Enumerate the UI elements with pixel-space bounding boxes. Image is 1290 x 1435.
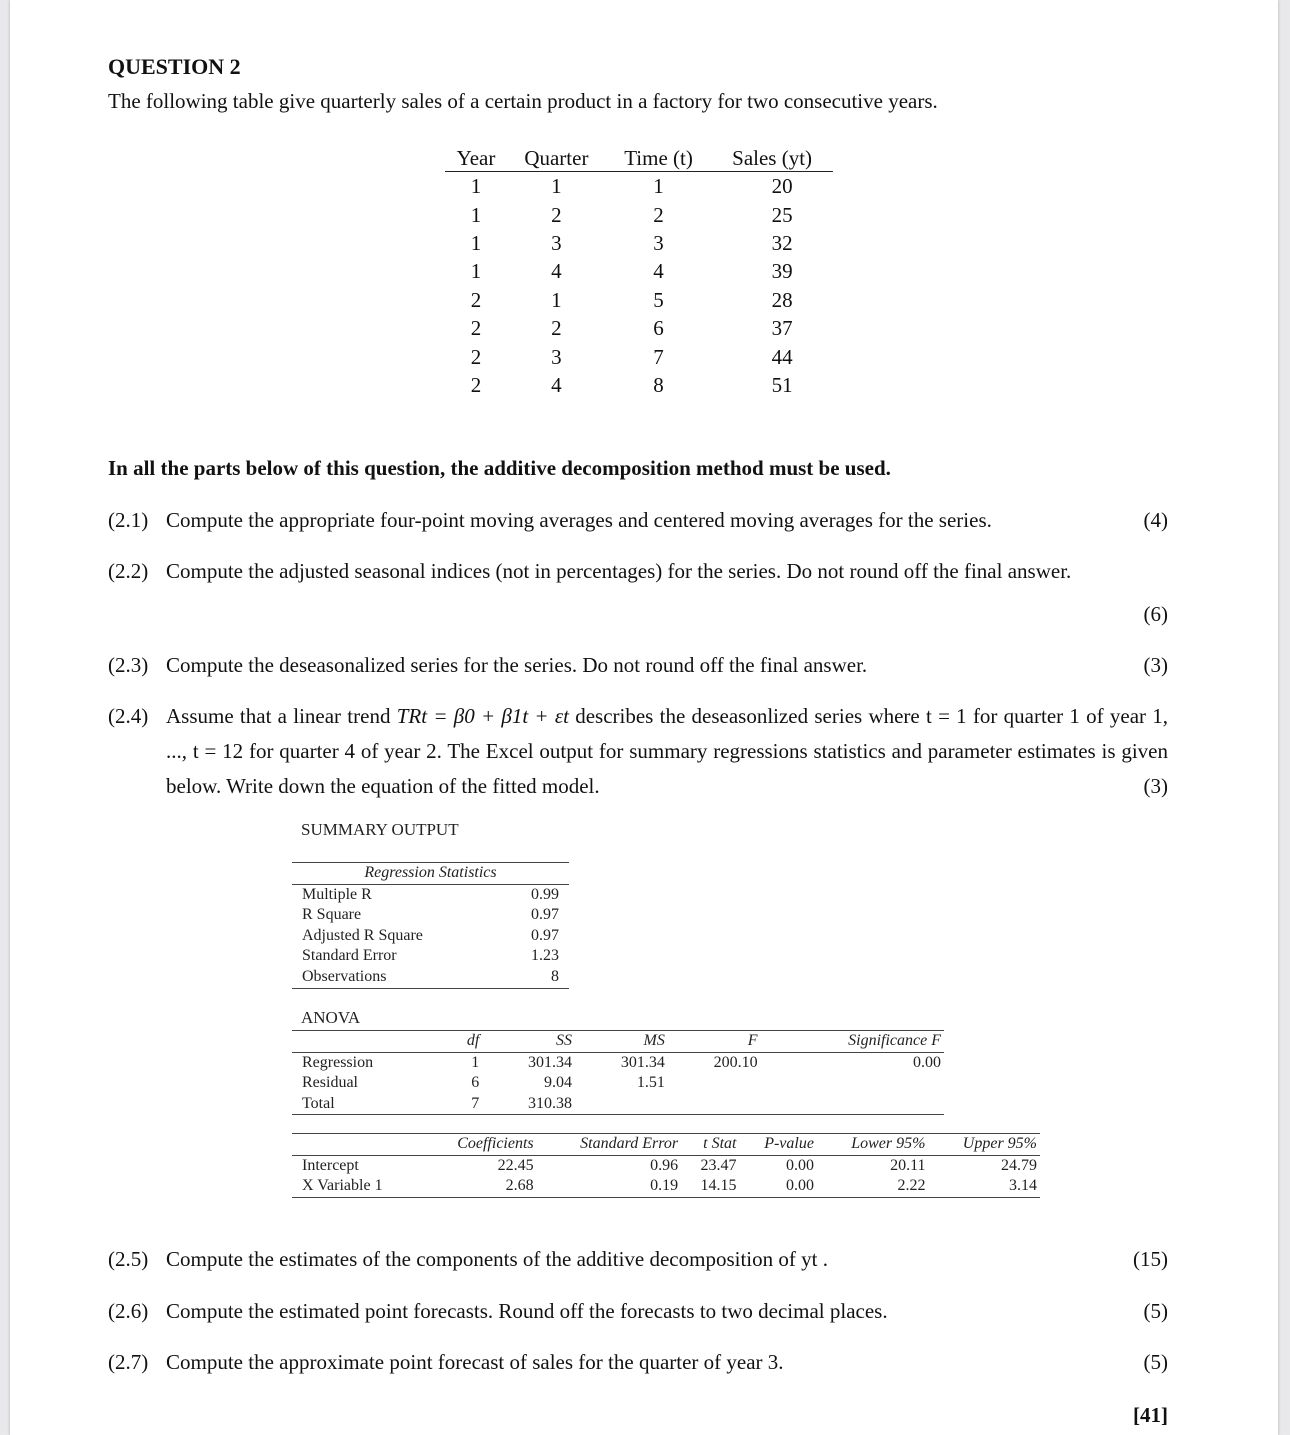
table-cell: 310.38 xyxy=(528,1094,573,1112)
table-row xyxy=(292,1155,1040,1176)
part-number: (2.6) xyxy=(108,1299,149,1323)
table-cell: Observations xyxy=(302,967,387,985)
part-marks: (15) xyxy=(1133,1247,1168,1271)
table-row xyxy=(292,967,569,988)
table-cell: 6 xyxy=(653,316,664,341)
table-cell: 4 xyxy=(551,372,562,397)
table-cell: 3.14 xyxy=(1009,1177,1037,1195)
method-note: In all the parts below of this question, the additive decomposition method must be used. xyxy=(108,456,891,480)
part-text: Compute the appropriate four-point moving averages and centered moving averages for the series. xyxy=(166,508,992,532)
table-cell: 20.11 xyxy=(890,1156,926,1174)
table-cell: 7 xyxy=(653,344,664,369)
table-cell xyxy=(668,1094,761,1115)
table-cell: 2.22 xyxy=(897,1177,926,1195)
table-row xyxy=(445,229,833,257)
table-cell: 44 xyxy=(771,344,793,369)
table-cell: 2 xyxy=(551,316,562,341)
table-cell: 25 xyxy=(771,202,793,227)
sales-table-body xyxy=(445,172,833,400)
table-cell: 3 xyxy=(653,230,664,255)
column-header: Upper 95% xyxy=(928,1134,1040,1156)
part-marks: (5) xyxy=(1143,1350,1168,1374)
table-cell: 0.00 xyxy=(913,1053,941,1071)
table-cell: R Square xyxy=(302,906,362,924)
table-cell: 1 xyxy=(551,174,562,199)
table-row xyxy=(445,371,833,399)
table-cell: Multiple R xyxy=(302,885,372,903)
table-cell: Intercept xyxy=(302,1156,359,1174)
column-header: Significance F xyxy=(761,1031,944,1053)
table-cell: Adjusted R Square xyxy=(302,926,423,944)
table-cell: Standard Error xyxy=(302,947,397,965)
coefficients-table xyxy=(292,1133,1040,1198)
column-header xyxy=(292,1134,422,1156)
col-sales: Sales (yt) xyxy=(711,143,833,172)
table-cell: 1 xyxy=(470,230,482,255)
column-header: t Stat xyxy=(681,1134,739,1156)
part-number: (2.2) xyxy=(108,559,149,583)
total-marks: [41] xyxy=(1133,1403,1168,1427)
table-cell xyxy=(668,1073,761,1094)
regression-statistics-table xyxy=(292,862,569,989)
table-cell: 51 xyxy=(771,372,793,397)
part-2-2 xyxy=(108,554,1168,634)
table-cell: 24.79 xyxy=(1001,1156,1037,1174)
table-cell: Residual xyxy=(302,1074,358,1092)
table-cell: 200.10 xyxy=(713,1053,758,1071)
table-cell: 23.47 xyxy=(700,1156,737,1174)
anova-label: ANOVA xyxy=(301,1008,361,1027)
table-cell: 4 xyxy=(551,259,562,284)
part-text-a: Assume that a linear trend xyxy=(166,704,391,728)
table-cell: 1 xyxy=(471,1053,480,1071)
table-cell: 4 xyxy=(653,259,664,284)
table-row xyxy=(292,884,569,905)
table-cell: 9.04 xyxy=(544,1074,573,1092)
col-year: Year xyxy=(445,143,507,172)
table-cell: 301.34 xyxy=(528,1053,573,1071)
table-row xyxy=(445,200,833,228)
table-row xyxy=(292,1052,944,1073)
table-cell: 2 xyxy=(470,344,482,369)
part-marks: (3) xyxy=(1143,653,1168,677)
table-cell: 2.68 xyxy=(505,1177,534,1195)
trend-formula: TRt = β0 + β1t + εt xyxy=(396,704,569,728)
table-cell: 0.00 xyxy=(785,1177,814,1195)
column-header: Coefficients xyxy=(422,1134,537,1156)
part-text: Compute the estimated point forecasts. Round off the forecasts to two decimal places. xyxy=(166,1299,888,1323)
table-cell: 301.34 xyxy=(620,1053,665,1071)
part-number: (2.5) xyxy=(108,1247,149,1271)
table-cell: 7 xyxy=(471,1094,480,1112)
regression-statistics-header: Regression Statistics xyxy=(292,863,569,885)
table-row xyxy=(445,342,833,370)
part-marks: (4) xyxy=(1143,508,1168,532)
part-text: Compute the deseasonalized series for the series. Do not round off the final answer. xyxy=(166,653,868,677)
table-cell: 3 xyxy=(551,230,562,255)
summary-output-label: SUMMARY OUTPUT xyxy=(301,820,459,839)
table-cell: 0.00 xyxy=(785,1156,814,1174)
column-header: F xyxy=(668,1031,761,1053)
col-quarter: Quarter xyxy=(507,143,606,172)
column-header xyxy=(292,1031,448,1053)
table-row xyxy=(445,172,833,201)
table-row xyxy=(445,257,833,285)
column-header: Lower 95% xyxy=(817,1134,929,1156)
table-cell xyxy=(761,1094,944,1115)
table-row xyxy=(292,1094,944,1115)
table-row xyxy=(292,1073,944,1094)
table-cell: 2 xyxy=(470,372,482,397)
part-number: (2.4) xyxy=(108,704,149,728)
part-marks: (3) xyxy=(1143,774,1168,798)
table-cell: 1 xyxy=(470,202,482,227)
table-cell: 2 xyxy=(653,202,664,227)
table-cell: 8 xyxy=(551,967,559,985)
regression-statistics-body xyxy=(292,884,569,988)
part-number: (2.1) xyxy=(108,508,149,532)
table-cell: 3 xyxy=(551,344,562,369)
column-header: MS xyxy=(575,1031,668,1053)
table-cell: 28 xyxy=(771,287,793,312)
table-cell: 2 xyxy=(470,316,482,341)
table-row xyxy=(292,905,569,926)
table-cell: Total xyxy=(302,1094,335,1112)
table-cell: 1 xyxy=(470,259,482,284)
part-marks: (5) xyxy=(1143,1299,1168,1323)
table-cell: Regression xyxy=(302,1053,374,1071)
part-text: Compute the estimates of the components of the additive decomposition of yt . xyxy=(166,1247,828,1271)
column-header: Standard Error xyxy=(537,1134,681,1156)
table-row xyxy=(445,314,833,342)
table-cell: 1 xyxy=(551,287,562,312)
part-number: (2.3) xyxy=(108,653,149,677)
column-header: df xyxy=(448,1031,482,1053)
column-header: P-value xyxy=(739,1134,816,1156)
table-cell: 37 xyxy=(771,316,793,341)
part-text-b: describes the deseasonlized series where t = 1 for quarter 1 of year 1, ..., t = 12 for quarter 4 of year 2. The Excel output for summary regressions statistics and parameter estimates is given below. Write down the equation of the fitted model. xyxy=(166,704,1169,798)
table-row xyxy=(445,286,833,314)
part-2-4 xyxy=(108,699,1168,809)
question-title: QUESTION 2 xyxy=(108,54,241,79)
coefficients-header-row xyxy=(292,1134,1040,1156)
part-marks: (6) xyxy=(1143,602,1168,626)
table-cell: 20 xyxy=(771,174,793,199)
part-number: (2.7) xyxy=(108,1350,149,1374)
table-cell: 6 xyxy=(471,1074,480,1092)
col-time: Time (t) xyxy=(606,143,711,172)
table-cell: 39 xyxy=(771,259,793,284)
anova-table xyxy=(292,1030,944,1115)
table-cell: 2 xyxy=(470,287,482,312)
sales-table-header xyxy=(445,143,833,172)
table-cell: 0.96 xyxy=(650,1156,679,1174)
table-row xyxy=(292,926,569,947)
table-cell: 1.23 xyxy=(531,947,559,965)
table-row xyxy=(292,946,569,967)
table-cell: 1.51 xyxy=(636,1074,665,1092)
anova-body xyxy=(292,1052,944,1115)
sales-table xyxy=(445,143,833,399)
table-cell: 22.45 xyxy=(497,1156,534,1174)
table-cell: 0.19 xyxy=(650,1177,679,1195)
table-cell: 8 xyxy=(653,372,664,397)
part-text: Compute the approximate point forecast of sales for the quarter of year 3. xyxy=(166,1350,784,1374)
anova-header-row xyxy=(292,1031,944,1053)
table-cell xyxy=(575,1094,668,1115)
table-cell: 2 xyxy=(551,202,562,227)
table-cell: 14.15 xyxy=(700,1177,737,1195)
table-cell: X Variable 1 xyxy=(302,1177,383,1195)
table-cell: 1 xyxy=(470,174,482,199)
table-cell: 32 xyxy=(771,230,793,255)
table-cell: 1 xyxy=(653,174,664,199)
table-cell xyxy=(761,1073,944,1094)
table-cell: 5 xyxy=(653,287,664,312)
table-cell: 0.97 xyxy=(531,926,559,944)
question-intro: The following table give quarterly sales of a certain product in a factory for two consecutive years. xyxy=(108,89,938,113)
table-row xyxy=(292,1176,1040,1197)
table-cell: 0.99 xyxy=(531,885,559,903)
document-page xyxy=(10,0,1278,1435)
table-cell: 0.97 xyxy=(531,906,559,924)
coefficients-body xyxy=(292,1155,1040,1197)
part-text: Compute the adjusted seasonal indices (not in percentages) for the series. Do not round off the final answer. xyxy=(166,559,1072,583)
column-header: SS xyxy=(482,1031,575,1053)
